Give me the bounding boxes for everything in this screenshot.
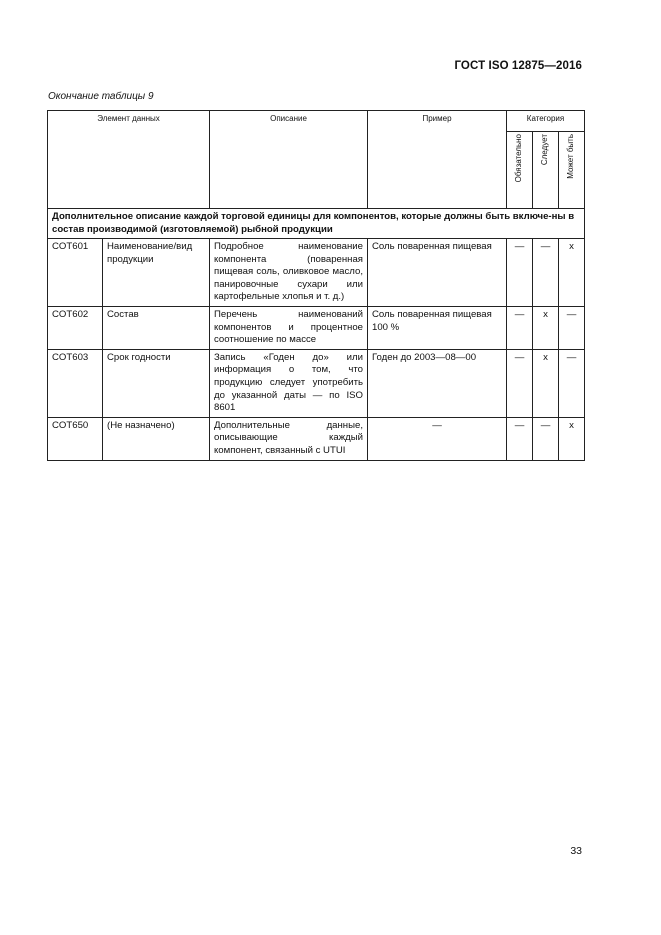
row-example: Соль поваренная пищевая 100 % [368, 306, 507, 349]
document-standard-header: ГОСТ ISO 12875—2016 [454, 60, 582, 72]
table-row [48, 417, 585, 460]
mandatory-label: Обязательно [514, 134, 524, 183]
column-header-category: Категория [507, 111, 585, 132]
row-code: COT603 [48, 349, 103, 417]
row-mandatory: — [507, 239, 533, 307]
row-code: COT601 [48, 239, 103, 307]
should-label: Следует [540, 134, 550, 166]
column-header-element: Элемент данных [48, 111, 210, 209]
row-should: x [533, 306, 559, 349]
row-description: Дополнительные данные, описывающие каждый компонент, связанный с UTUI [210, 417, 368, 460]
row-mandatory: — [507, 306, 533, 349]
row-description: Запись «Годен до» или информация о том, что продукцию следует употребить до указанной даты — по ISO 8601 [210, 349, 368, 417]
row-name: Состав [103, 306, 210, 349]
row-description: Подробное наименование компонента (поваренная пищевая соль, оливковое масло, панировочные сухари или картофельные хлопья и т. д.) [210, 239, 368, 307]
column-header-description: Описание [210, 111, 368, 209]
row-may: x [559, 239, 585, 307]
row-code: COT650 [48, 417, 103, 460]
page-number: 33 [570, 845, 582, 857]
table-row [48, 349, 585, 417]
row-example: — [368, 417, 507, 460]
row-may: — [559, 349, 585, 417]
row-may: — [559, 306, 585, 349]
row-name: (Не назначено) [103, 417, 210, 460]
table-row [48, 306, 585, 349]
data-elements-table [47, 110, 585, 461]
table-row [48, 239, 585, 307]
table-header-row [48, 111, 585, 132]
row-example: Соль поваренная пищевая [368, 239, 507, 307]
row-should: x [533, 349, 559, 417]
row-name: Срок годности [103, 349, 210, 417]
section-title: Дополнительное описание каждой торговой единицы для компонентов, которые должны быть включе-ны в состав производимой (изготовляемой) рыбной продукции [48, 209, 585, 239]
row-mandatory: — [507, 417, 533, 460]
row-mandatory: — [507, 349, 533, 417]
section-row [48, 209, 585, 239]
may-label: Может быть [566, 134, 576, 179]
row-should: — [533, 239, 559, 307]
row-should: — [533, 417, 559, 460]
row-description: Перечень наименований компонентов и процентное соотношение по массе [210, 306, 368, 349]
column-header-mandatory [507, 132, 533, 209]
row-name: Наименование/вид продукции [103, 239, 210, 307]
column-header-should [533, 132, 559, 209]
row-may: x [559, 417, 585, 460]
column-header-example: Пример [368, 111, 507, 209]
row-example: Годен до 2003—08—00 [368, 349, 507, 417]
column-header-may [559, 132, 585, 209]
row-code: COT602 [48, 306, 103, 349]
table-caption: Окончание таблицы 9 [48, 91, 154, 102]
